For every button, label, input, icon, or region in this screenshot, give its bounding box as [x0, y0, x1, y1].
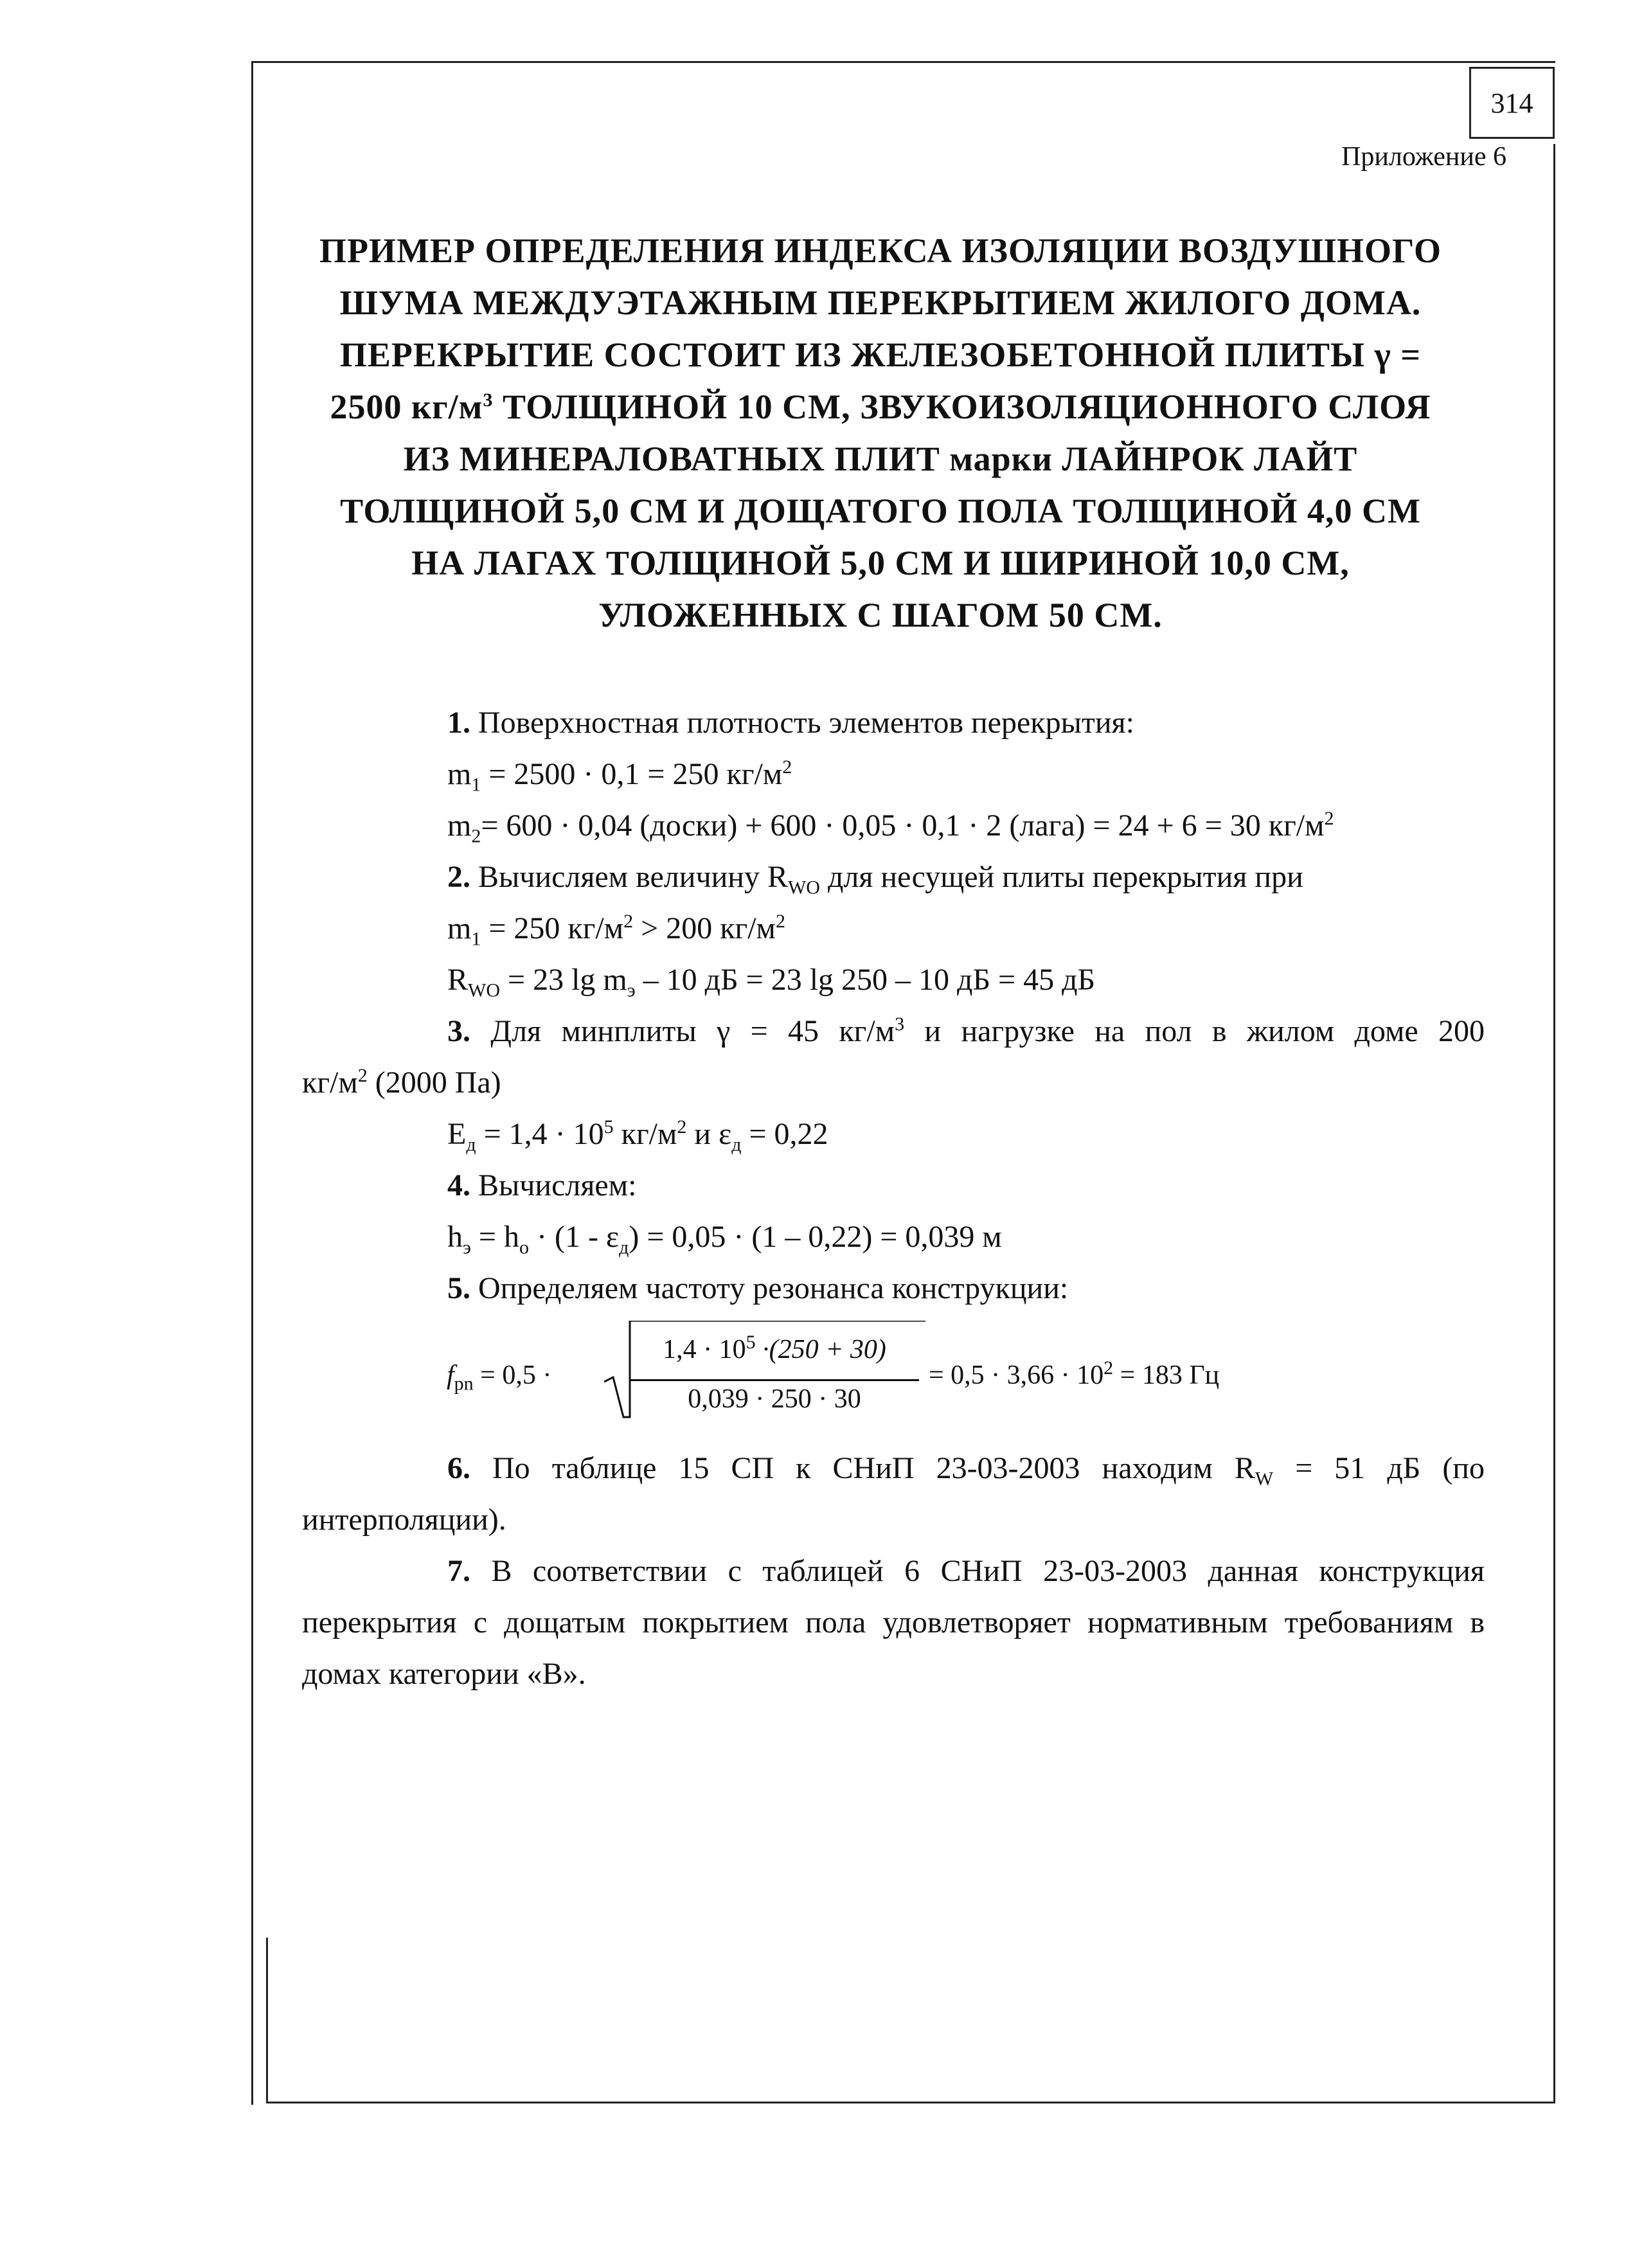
title-line: ПРИМЕР ОПРЕДЕЛЕНИЯ ИНДЕКСА ИЗОЛЯЦИИ ВОЗДУШНОГО: [319, 231, 1442, 270]
step-3-cont: $кг/м^2$ (2000 Па): [302, 1065, 501, 1100]
title-line: ШУМА МЕЖДУЭТАЖНЫМ ПЕРЕКРЫТИЕМ ЖИЛОГО ДОМА.: [339, 283, 1422, 322]
title-line: ИЗ МИНЕРАЛОВАТНЫХ ПЛИТ марки ЛАЙНРОК ЛАЙТ: [403, 440, 1358, 478]
formula-denominator: 0,039 · 250 · 30: [688, 1384, 861, 1414]
formula-he: $h_э = h_o \cdot (1 - \varepsilon_д) = 0,05 \cdot (1 - 0,22) = 0,039$ м: [447, 1220, 1002, 1258]
title-line: ТОЛЩИНОЙ 5,0 СМ И ДОЩАТОГО ПОЛА ТОЛЩИНОЙ 4,0 СМ: [340, 492, 1421, 530]
step-5: 5. Определяем частоту резонанса конструкции:: [447, 1271, 1069, 1305]
page-number: 314: [1469, 67, 1555, 139]
document-body: [302, 697, 1485, 1700]
step-3: 3. Для минплиты γ = 45 $кг/м^3$ и нагрузке на пол в жилом доме 200: [447, 1013, 1485, 1048]
appendix-label: Приложение 6: [1341, 142, 1506, 172]
formula-ed: $E_д = 1,4 \cdot 10^5$ $кг/м^2$ и $\varepsilon_д = 0,22$: [447, 1116, 828, 1156]
formula-rhs: = $0,5 \cdot 3,66 \cdot 10^2 = 183$ Гц: [929, 1357, 1220, 1390]
page-frame-left-lower: [266, 1938, 268, 2103]
condition-m1: $m_1 = 250$ $кг/м^2 > 200$ $кг/м^2$: [447, 911, 785, 950]
step-7: 7. В соответствии с таблицей 6 СНиП 23-03-2003 данная конструкция перекрытия с дощатым покрытием пола удовлетворяет нормативным требованиям в домах категории «В».: [302, 1554, 1485, 1691]
page-frame-bottom: [266, 2102, 1555, 2103]
title-line: ПЕРЕКРЫТИЕ СОСТОИТ ИЗ ЖЕЛЕЗОБЕТОННОЙ ПЛИТЫ γ =: [339, 335, 1422, 374]
formula-m2: $m_2= 600 \cdot 0,04$ (доски) + 600 · 0,05 · 0,1 · 2 (лага) = 24 + 6 = 30 $кг/м^2$: [447, 808, 1334, 847]
formula-rwo: $R_{WO} = 23$ $\lg m_э - 10$ дБ = 23 lg 250 – 10 дБ = 45 дБ: [447, 963, 1096, 1001]
formula-numerator: $1,4 \cdot 10^5 \cdot(250 + 30)$: [630, 1324, 919, 1381]
document-title: [302, 225, 1459, 641]
step-4: 4. Вычисляем:: [447, 1168, 637, 1202]
step-6: 6. По таблице 15 СП к СНиП 23-03-2003 находим $R_W = 51$ дБ (по интерполяции).: [302, 1451, 1485, 1537]
formula-lhs: $f_{pn} = 0,5$ ·: [447, 1361, 552, 1395]
title-line: УЛОЖЕННЫХ С ШАГОМ 50 СМ.: [598, 596, 1163, 634]
title-line: 2500 $кг/м^3$ ТОЛЩИНОЙ 10 СМ, ЗВУКОИЗОЛЯЦИОННОГО СЛОЯ: [330, 388, 1431, 426]
step-2: 2. Вычисляем величину $R_{WO}$ для несущей плиты перекрытия при: [447, 860, 1303, 898]
formula-resonance: [302, 1321, 1485, 1430]
title-line: НА ЛАГАХ ТОЛЩИНОЙ 5,0 СМ И ШИРИНОЙ 10,0 СМ,: [411, 544, 1350, 582]
step-1: 1. Поверхностная плотность элементов перекрытия:: [447, 706, 1134, 740]
page-frame-right: [1553, 144, 1555, 2103]
formula-m1: $m_1 = 2500 \cdot 0,1 = 250$ $кг/м^2$: [447, 756, 792, 796]
